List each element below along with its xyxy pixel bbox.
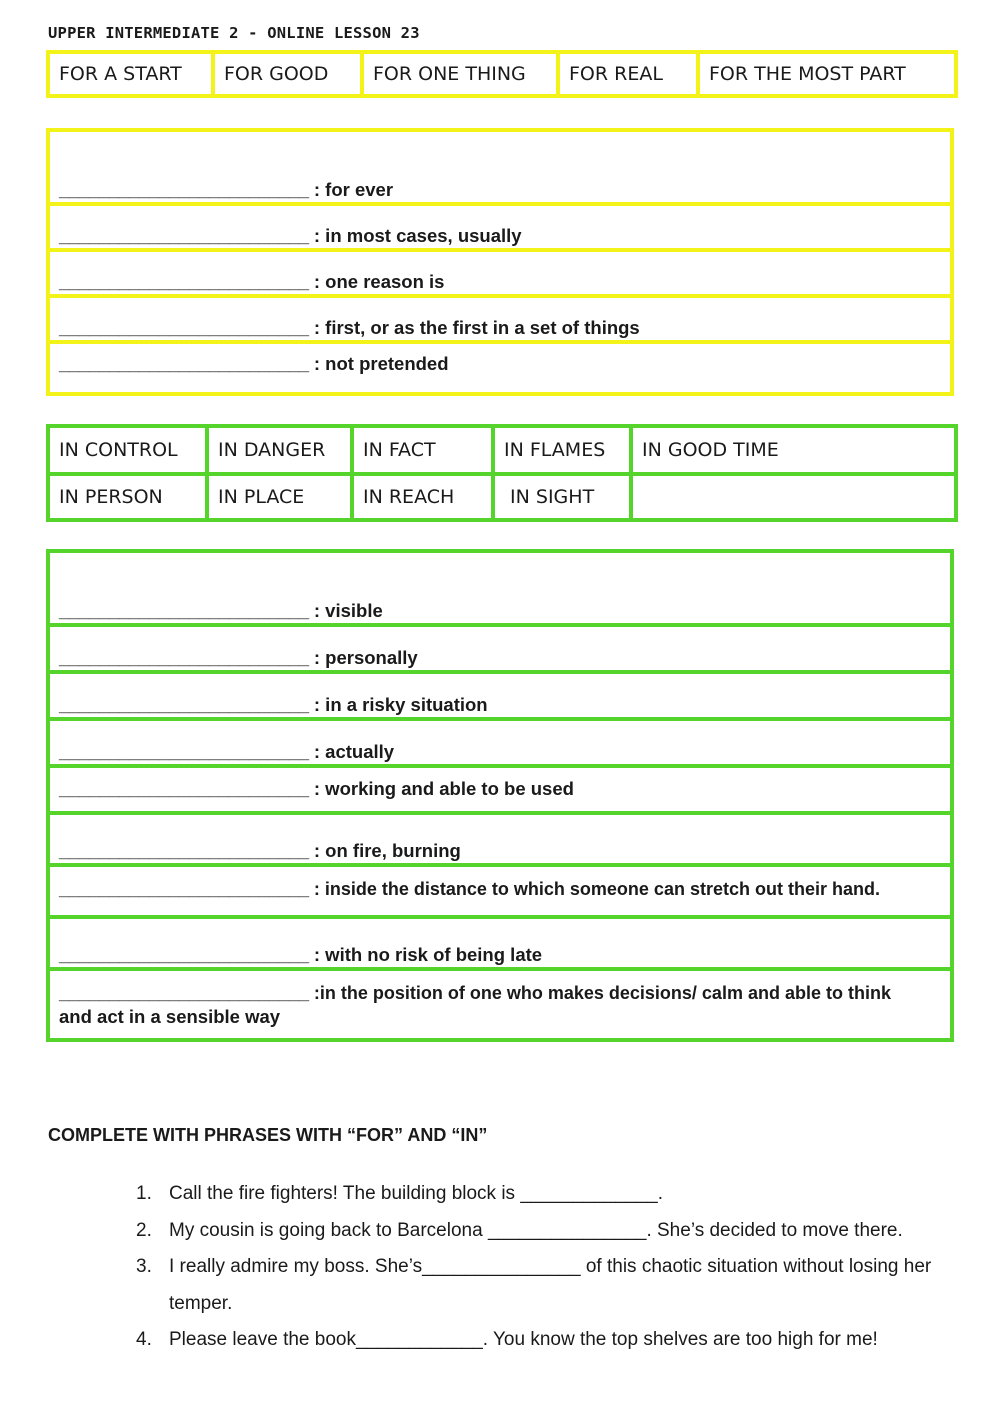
definition-text: : in most cases, usually [313,225,522,246]
definition-text: : visible [313,600,383,621]
definition-text: : one reason is [313,271,445,292]
exercise-number: 4. [136,1329,152,1350]
definition-row [48,551,952,625]
answer-blank[interactable]: _________________________ [59,600,309,621]
definition-row [48,813,952,865]
definition-row [48,204,952,250]
definition-row [48,296,952,342]
word-bank-item: IN REACH [352,474,493,520]
answer-blank[interactable]: _________________________ [59,741,309,762]
answer-blank[interactable]: _________________________ [59,317,309,338]
word-bank-item: FOR THE MOST PART [698,52,956,96]
definition-row [48,250,952,296]
definition-row [48,917,952,969]
definition-text: : with no risk of being late [313,944,543,965]
word-bank-item: FOR ONE THING [362,52,558,96]
exercise-sentence[interactable]: Call the fire fighters! The building block is _____________. [169,1183,663,1204]
definition-row [48,625,952,672]
exercise-item [136,1322,936,1359]
exercise-sentence[interactable]: My cousin is going back to Barcelona _______________. She’s decided to move there. [169,1219,903,1241]
definition-text: : in a risky situation [313,694,488,715]
answer-blank[interactable]: _________________________ [59,271,309,292]
in-word-bank [46,424,958,522]
exercise-number: 2. [136,1219,152,1241]
exercise-list [136,1176,936,1359]
definition-row [48,969,952,1040]
definition-text: : for ever [313,179,394,200]
definition-text: : working and able to be used [313,778,574,799]
exercise-number: 1. [136,1183,152,1204]
answer-blank[interactable]: _________________________ [59,225,309,246]
exercise-item [136,1176,936,1213]
word-bank-item: FOR GOOD [213,52,362,96]
definition-text: : on fire, burning [313,840,461,861]
word-bank-item: IN CONTROL [48,426,207,474]
definition-row [48,342,952,394]
exercise-sentence[interactable]: I really admire my boss. She’s_______________ of this chaotic situation without losing her temper. [169,1256,932,1314]
exercise-item [136,1213,936,1250]
word-bank-item: IN PLACE [207,474,352,520]
answer-blank[interactable]: _________________________ [59,353,309,374]
definition-row [48,672,952,719]
answer-blank[interactable]: _________________________ [59,694,309,715]
answer-blank[interactable]: _________________________ [59,647,309,668]
in-definitions-table [46,549,954,1042]
word-bank-item: IN PERSON [48,474,207,520]
word-bank-item: IN GOOD TIME [631,426,956,474]
answer-blank[interactable]: _________________________ [59,944,309,965]
answer-blank[interactable]: _________________________ [59,840,309,861]
definition-text: :in the position of one who makes decisions/ calm and able to think [313,983,891,1003]
definition-row [48,719,952,766]
word-bank-item: IN FLAMES [493,426,631,474]
definition-row [48,766,952,813]
definition-text-continued: and act in a sensible way [59,1006,281,1027]
exercise-number: 3. [136,1256,152,1277]
definition-text: : personally [313,647,418,668]
lesson-title: UPPER INTERMEDIATE 2 - ONLINE LESSON 23 [48,24,420,42]
definition-row [48,130,952,204]
word-bank-item: IN SIGHT [493,474,631,520]
answer-blank[interactable]: _________________________ [59,878,309,899]
for-definitions-table [46,128,954,396]
word-bank-item: FOR A START [48,52,213,96]
word-bank-empty-cell [631,474,956,520]
definition-text: : inside the distance to which someone can stretch out their hand. [313,879,880,899]
answer-blank[interactable]: _________________________ [59,778,309,799]
word-bank-item: FOR REAL [558,52,698,96]
exercise-heading: COMPLETE WITH PHRASES WITH “FOR” AND “IN” [48,1125,488,1145]
definition-text: : not pretended [313,353,449,374]
definition-text: : first, or as the first in a set of things [313,317,640,338]
exercise-item [136,1249,936,1322]
exercise-sentence[interactable]: Please leave the book____________. You know the top shelves are too high for me! [169,1329,878,1350]
answer-blank[interactable]: _________________________ [59,982,309,1003]
definition-text: : actually [313,741,395,762]
word-bank-item: IN FACT [352,426,493,474]
answer-blank[interactable]: _________________________ [59,179,309,200]
for-word-bank [46,50,958,98]
definition-row [48,865,952,917]
word-bank-item: IN DANGER [207,426,352,474]
